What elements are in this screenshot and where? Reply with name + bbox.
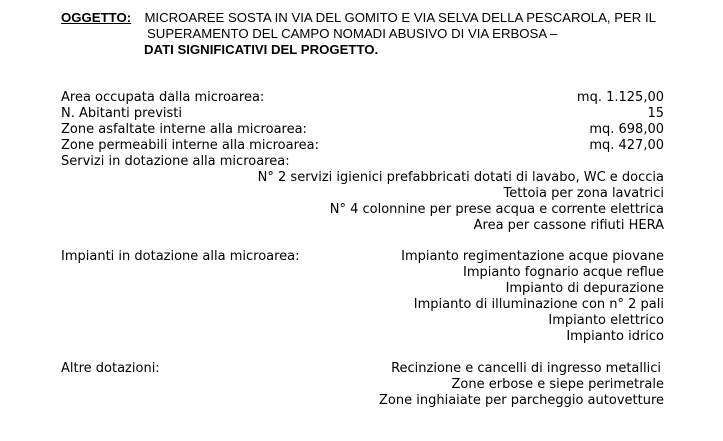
installations-item: Impianto idrico: [566, 329, 664, 344]
area-label: Area occupata dalla microarea:: [61, 90, 265, 105]
paved-zones-value: mq. 698,00: [589, 122, 664, 137]
permeable-zones-label: Zone permeabili interne alla microarea:: [61, 138, 319, 153]
services-item: N° 2 servizi igienici prefabbricati dotati di lavabo, WC e doccia: [257, 170, 664, 185]
paved-zones-label: Zone asfaltate interne alla microarea:: [61, 122, 307, 137]
installations-label: Impianti in dotazione alla microarea:: [61, 249, 300, 264]
installations-item: Impianto elettrico: [548, 313, 664, 328]
subject-title-line-3: DATI SIGNIFICATIVI DEL PROGETTO.: [144, 42, 379, 57]
area-value: mq. 1.125,00: [576, 90, 664, 105]
services-item: Area per cassone rifiuti HERA: [473, 218, 664, 233]
installations-item: Impianto fognario acque reflue: [463, 265, 664, 280]
services-item: Tettoia per zona lavatrici: [503, 186, 664, 201]
services-item: N° 4 colonnine per prese acqua e corrente elettrica: [329, 202, 664, 217]
subject-title-line-1: MICROAREE SOSTA IN VIA DEL GOMITO E VIA SELVA DELLA PESCAROLA, PER IL: [144, 10, 656, 25]
subject-line-1: [61, 10, 656, 26]
installations-item: Impianto di depurazione: [505, 281, 664, 296]
other-equipment-label: Altre dotazioni:: [61, 361, 160, 376]
inhabitants-label: N. Abitanti previsti: [61, 106, 182, 121]
subject-title-line-2: SUPERAMENTO DEL CAMPO NOMADI ABUSIVO DI VIA ERBOSA –: [147, 26, 558, 41]
other-equipment-item: Zone erbose e siepe perimetrale: [451, 377, 664, 392]
other-equipment-item: Zone inghiaiate per parcheggio autovetture: [379, 393, 664, 408]
inhabitants-value: 15: [647, 106, 664, 121]
installations-item: Impianto di illuminazione con n° 2 pali: [413, 297, 664, 312]
other-equipment-item: Recinzione e cancelli di ingresso metallici: [391, 361, 661, 376]
subject-label: OGGETTO:: [61, 10, 132, 25]
services-label: Servizi in dotazione alla microarea:: [61, 154, 290, 169]
installations-item: Impianto regimentazione acque piovane: [401, 249, 664, 264]
permeable-zones-value: mq. 427,00: [589, 138, 664, 153]
